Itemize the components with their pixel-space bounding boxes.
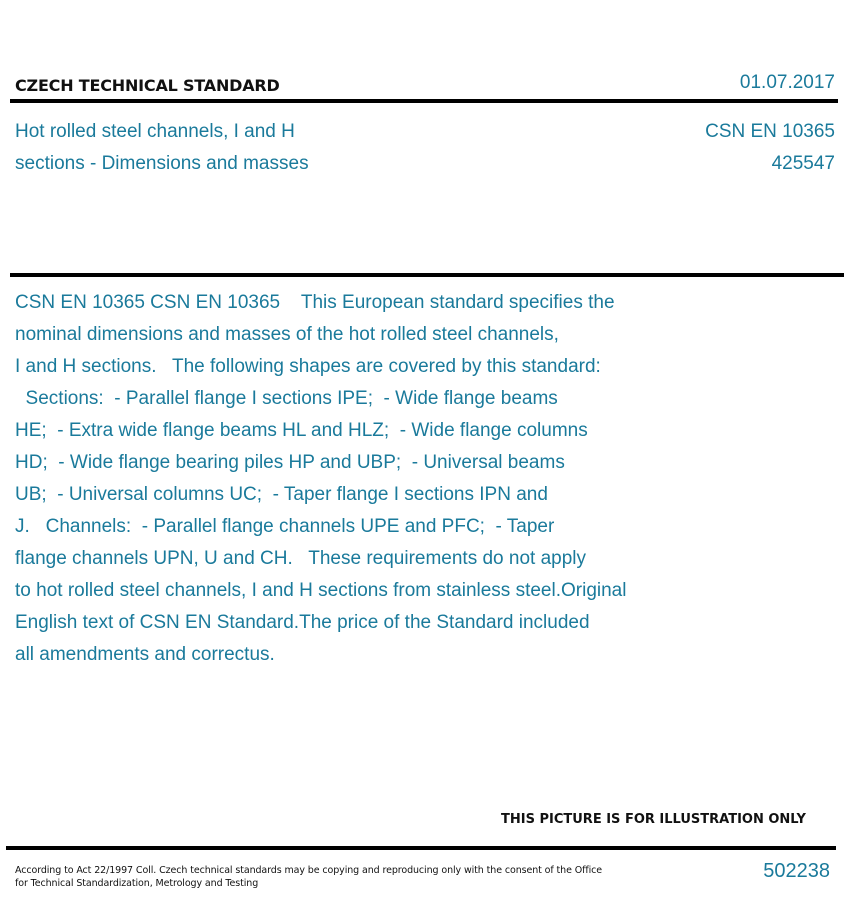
- middle-divider: [10, 273, 844, 277]
- standard-codes: [705, 116, 835, 180]
- description-line: Sections: - Parallel flange I sections IPE; - Wide flange beams: [15, 388, 558, 409]
- copyright-line-2: for Technical Standardization, Metrology and Testing: [15, 878, 259, 889]
- copyright-notice: [15, 864, 602, 890]
- description-line: I and H sections. The following shapes are covered by this standard:: [15, 356, 601, 377]
- illustration-disclaimer: THIS PICTURE IS FOR ILLUSTRATION ONLY: [501, 812, 806, 827]
- standard-number: CSN EN 10365: [705, 121, 835, 142]
- description-line: nominal dimensions and masses of the hot rolled steel channels,: [15, 324, 559, 345]
- publication-date: 01.07.2017: [739, 72, 835, 93]
- document-type-heading: CZECH TECHNICAL STANDARD: [15, 76, 280, 95]
- document-id: 502238: [763, 860, 830, 882]
- catalog-number: 425547: [771, 153, 835, 174]
- title-line-2: sections - Dimensions and masses: [15, 153, 309, 174]
- description-line: all amendments and correctus.: [15, 644, 275, 665]
- description-line: HD; - Wide flange bearing piles HP and UBP; - Universal beams: [15, 452, 565, 473]
- description-line: to hot rolled steel channels, I and H sections from stainless steel.Original: [15, 580, 627, 601]
- description-line: CSN EN 10365 CSN EN 10365 This European standard specifies the: [15, 292, 615, 313]
- description-line: English text of CSN EN Standard.The price of the Standard included: [15, 612, 590, 633]
- standard-title: [15, 116, 309, 180]
- standard-description: [15, 287, 735, 671]
- description-line: UB; - Universal columns UC; - Taper flange I sections IPN and: [15, 484, 548, 505]
- description-line: flange channels UPN, U and CH. These requirements do not apply: [15, 548, 587, 569]
- title-line-1: Hot rolled steel channels, I and H: [15, 121, 295, 142]
- bottom-divider: [6, 846, 836, 850]
- top-divider: [10, 99, 838, 103]
- description-line: J. Channels: - Parallel flange channels UPE and PFC; - Taper: [15, 516, 555, 537]
- description-line: HE; - Extra wide flange beams HL and HLZ; - Wide flange columns: [15, 420, 588, 441]
- copyright-line-1: According to Act 22/1997 Coll. Czech technical standards may be copying and reproducing only with the consent of the Office: [15, 865, 603, 876]
